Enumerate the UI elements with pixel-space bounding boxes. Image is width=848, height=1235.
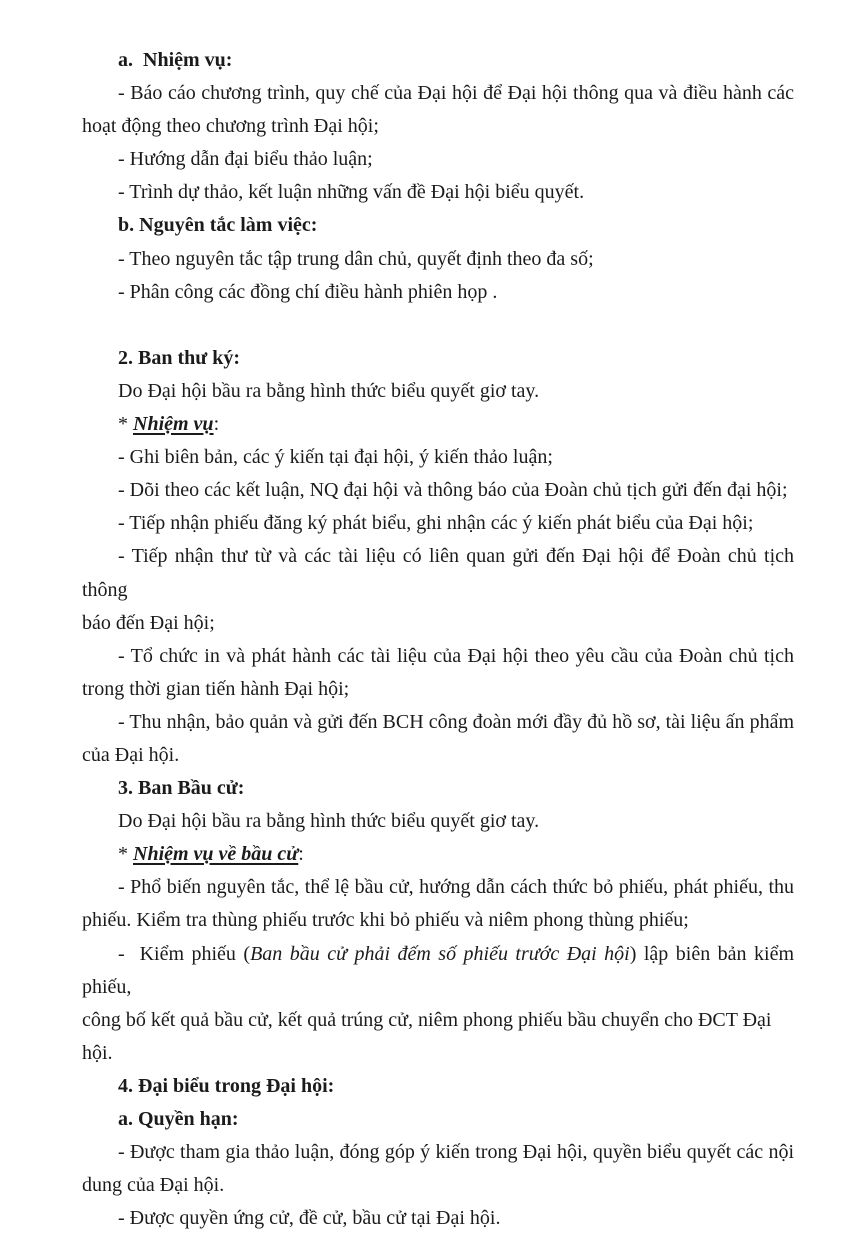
heading-3-ban-bau-cu (82, 772, 794, 805)
text-segment: - Tiếp nhận phiếu đăng ký phát biểu, ghi nhận các ý kiến phát biểu của Đại hội; (118, 512, 754, 535)
text-segment: dung của Đại hội. (82, 1174, 225, 1197)
text-segment: : (213, 413, 220, 436)
text-line (82, 276, 794, 309)
text-line (82, 507, 794, 540)
underlined-heading-text: Nhiệm vụ (133, 413, 214, 436)
text-line (82, 871, 794, 904)
text-line (82, 938, 800, 1004)
text-line (82, 209, 794, 242)
text-segment: Ban bầu cử phải đếm số phiếu trước Đại hội (250, 942, 630, 965)
text-segment: của Đại hội. (82, 743, 180, 766)
text-line (82, 77, 794, 110)
text-segment: hoạt động theo chương trình Đại hội; (82, 115, 379, 138)
text-line (82, 1070, 794, 1103)
text-line (82, 1004, 794, 1070)
text-line (82, 375, 794, 408)
text-line (82, 110, 794, 143)
blank-line (82, 309, 794, 342)
text-line (82, 673, 794, 706)
para-kiem-phieu (82, 938, 800, 1070)
text-segment: công bố kết quả bầu cử, kết quả trúng cử, niêm phong phiếu bầu chuyển cho ĐCT Đại hội. (82, 1008, 777, 1064)
text-line (82, 342, 794, 375)
text-line (82, 408, 794, 441)
text-segment: * (118, 843, 133, 866)
text-segment: báo đến Đại hội; (82, 611, 215, 634)
para-do-dai-hoi-bau-ra-2 (82, 805, 794, 838)
heading-b-nguyen-tac-lam-viec (82, 209, 794, 242)
text-line (82, 772, 794, 805)
text-line (82, 44, 794, 77)
text-line (82, 1202, 794, 1235)
text-line (82, 805, 794, 838)
text-segment: ) lập biên bản kiểm phiếu, (82, 942, 800, 998)
para-to-chuc-in (82, 640, 794, 706)
subheading-nhiem-vu-ve-bau-cu (82, 838, 794, 871)
text-segment: 2. Ban thư ký: (118, 346, 241, 369)
text-segment: - Dõi theo các kết luận, NQ đại hội và thông báo của Đoàn chủ tịch gửi đến đại hội; (118, 479, 788, 502)
text-segment: - Kiểm phiếu ( (118, 942, 251, 965)
para-duoc-quyen-ung-cu (82, 1202, 794, 1235)
text-line (82, 441, 794, 474)
text-segment: phiếu. Kiểm tra thùng phiếu trước khi bỏ phiếu và niêm phong thùng phiếu; (82, 909, 689, 932)
text-line (82, 309, 794, 342)
heading-a-nhiem-vu (82, 44, 794, 77)
text-segment (82, 314, 87, 336)
para-pho-bien (82, 871, 794, 937)
text-segment: trong thời gian tiến hành Đại hội; (82, 677, 350, 700)
text-segment: - Hướng dẫn đại biểu thảo luận; (118, 148, 373, 171)
underlined-heading-text: Nhiệm vụ về bầu cử (133, 843, 299, 866)
text-segment: - Ghi biên bản, các ý kiến tại đại hội, ý kiến thảo luận; (118, 446, 553, 469)
text-line (82, 1103, 794, 1136)
text-segment: Do Đại hội bầu ra bằng hình thức biểu quyết giơ tay. (118, 810, 540, 833)
subheading-nhiem-vu (82, 408, 794, 441)
text-line (82, 474, 794, 507)
text-line (82, 1169, 794, 1202)
text-line (82, 243, 794, 276)
para-tiep-nhan-phieu (82, 507, 794, 540)
para-ghi-bien-ban (82, 441, 794, 474)
text-segment: 3. Ban Bầu cử: (118, 777, 245, 800)
heading-2-ban-thu-ky (82, 342, 794, 375)
text-segment: : (298, 843, 304, 866)
text-segment: - Phổ biến nguyên tắc, thể lệ bầu cử, hướng dẫn cách thức bỏ phiếu, phát phiếu, thu (118, 876, 794, 899)
text-segment: - Thu nhận, bảo quản và gửi đến BCH công đoàn mới đầy đủ hồ sơ, tài liệu ấn phẩm (118, 710, 794, 733)
text-line (82, 607, 794, 640)
para-doi-theo (82, 474, 794, 507)
text-segment: - Được tham gia thảo luận, đóng góp ý kiến trong Đại hội, quyền biểu quyết các nội (118, 1141, 794, 1164)
document-content (82, 0, 800, 1235)
text-segment: a. Quyền hạn: (118, 1108, 239, 1130)
text-line (82, 739, 794, 772)
text-line (82, 143, 794, 176)
para-trinh-du-thao (82, 176, 794, 209)
text-line (82, 838, 794, 871)
text-line (82, 540, 799, 606)
text-segment: 4. Đại biểu trong Đại hội: (118, 1074, 335, 1097)
text-segment: a. Nhiệm vụ: (118, 49, 233, 71)
para-bao-cao-chuong-trinh (82, 77, 794, 143)
text-segment: * (118, 413, 133, 436)
text-line (82, 1136, 794, 1169)
text-line (82, 640, 794, 673)
text-segment: - Tổ chức in và phát hành các tài liệu của Đại hội theo yêu cầu của Đoàn chủ tịch (118, 644, 794, 667)
text-segment: - Theo nguyên tắc tập trung dân chủ, quyết định theo đa số; (118, 247, 594, 270)
heading-a-quyen-han (82, 1103, 794, 1136)
text-line (82, 176, 794, 209)
text-segment: - Phân công các đồng chí điều hành phiên họp . (118, 280, 498, 303)
para-thu-nhan (82, 706, 794, 772)
para-do-dai-hoi-bau-ra-1 (82, 375, 794, 408)
text-segment: - Được quyền ứng cử, đề cử, bầu cử tại Đại hội. (118, 1207, 501, 1230)
para-huong-dan-dai-bieu (82, 143, 794, 176)
para-theo-nguyen-tac (82, 243, 794, 276)
text-segment: - Tiếp nhận thư từ và các tài liệu có liên quan gửi đến Đại hội để Đoàn chủ tịch thông (82, 545, 799, 601)
para-duoc-tham-gia (82, 1136, 794, 1202)
text-line (82, 706, 794, 739)
text-line (82, 904, 794, 937)
text-segment: b. Nguyên tắc làm việc: (118, 214, 318, 237)
text-segment: Do Đại hội bầu ra bằng hình thức biểu quyết giơ tay. (118, 379, 540, 402)
para-tiep-nhan-thu-tu (82, 540, 799, 639)
para-phan-cong (82, 276, 794, 309)
heading-4-dai-bieu (82, 1070, 794, 1103)
text-segment: - Báo cáo chương trình, quy chế của Đại hội để Đại hội thông qua và điều hành các (118, 82, 794, 105)
text-segment: - Trình dự thảo, kết luận những vấn đề Đại hội biểu quyết. (118, 181, 585, 204)
